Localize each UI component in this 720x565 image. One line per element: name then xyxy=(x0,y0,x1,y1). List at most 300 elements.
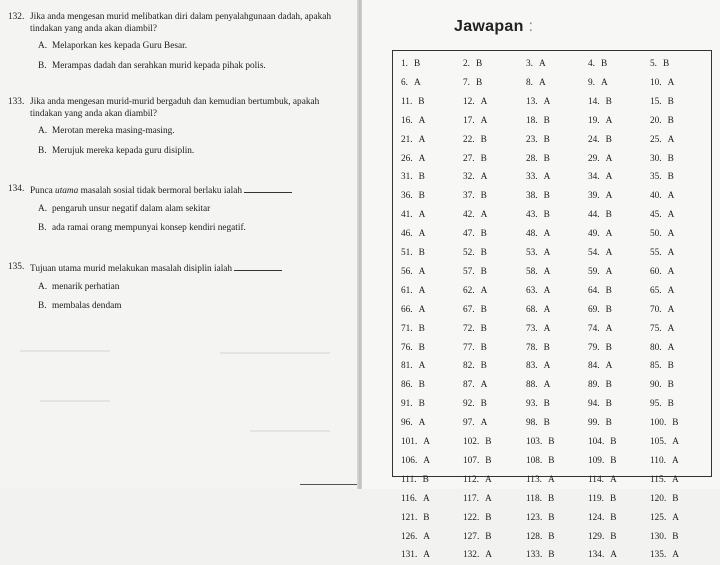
answer-letter: B xyxy=(610,512,617,523)
question-stem: Jika anda mengesan murid melibatkan diri dalam penyalahgunaan dadah, apakah tindakan yang anda akan diambil? xyxy=(30,12,332,34)
answer-cell xyxy=(588,244,612,263)
answer-number: 122. xyxy=(463,512,480,523)
answer-letter: B xyxy=(672,493,679,504)
answer-cell xyxy=(650,112,674,131)
answer-cell xyxy=(588,263,612,282)
answer-key-table xyxy=(392,50,712,561)
answer-cell xyxy=(526,320,550,339)
answer-row xyxy=(393,546,711,565)
answer-cell xyxy=(526,301,550,320)
answer-number: 93. xyxy=(526,399,538,410)
answer-cell xyxy=(526,206,550,225)
question-stem: Jika anda mengesan murid-murid bergaduh dan kemudian bertumbuk, apakah tindakan yang anda akan diambil? xyxy=(30,97,320,119)
option-letter: A. xyxy=(38,281,48,292)
answer-cell xyxy=(588,433,616,452)
answer-number: 131. xyxy=(401,550,418,561)
answer-letter: B xyxy=(605,210,612,221)
stem-text-before: Punca xyxy=(30,186,56,196)
answer-number: 112. xyxy=(463,474,479,485)
answer-letter: B xyxy=(672,418,679,429)
answer-number: 78. xyxy=(526,342,538,353)
answer-cell xyxy=(650,433,679,452)
answer-letter: A xyxy=(672,550,679,561)
answer-number: 88. xyxy=(526,380,538,391)
answer-row xyxy=(393,55,711,74)
answer-number: 95. xyxy=(650,399,662,410)
answer-cell xyxy=(463,150,487,169)
answer-letter: B xyxy=(475,77,483,88)
answer-letter: B xyxy=(667,153,674,164)
answer-cell xyxy=(526,528,554,547)
answer-letter: B xyxy=(605,285,612,296)
answer-cell xyxy=(401,206,425,225)
answer-cell xyxy=(526,187,550,206)
answer-number: 26. xyxy=(401,153,413,164)
answer-number: 30. xyxy=(650,153,662,164)
answer-cell xyxy=(650,131,674,150)
answer-cell xyxy=(401,150,425,169)
answer-number: 52. xyxy=(463,248,475,258)
answer-row xyxy=(393,112,711,131)
answer-letter: A xyxy=(610,550,617,561)
answer-number: 56. xyxy=(401,266,413,277)
answer-cell xyxy=(588,55,607,74)
answer-cell xyxy=(526,93,550,112)
answer-letter: A xyxy=(543,248,551,258)
option-letter: B. xyxy=(38,223,47,233)
answer-number: 59. xyxy=(588,266,600,277)
answer-number: 103. xyxy=(526,437,543,447)
answer-number: 118. xyxy=(526,493,542,504)
answer-cell xyxy=(463,74,482,93)
answer-number: 135. xyxy=(650,550,667,561)
answer-number: 132. xyxy=(463,550,480,561)
bleed-through-mark xyxy=(220,352,330,354)
answer-cell xyxy=(463,320,487,339)
answer-number: 8. xyxy=(526,77,533,88)
answer-number: 89. xyxy=(588,380,600,391)
answer-number: 72. xyxy=(463,323,475,334)
question-133 xyxy=(8,97,343,157)
answer-letter: A xyxy=(538,59,546,69)
answer-number: 98. xyxy=(526,418,538,429)
answer-letter: A xyxy=(667,285,675,296)
answer-letter: A xyxy=(605,172,613,183)
answer-cell xyxy=(401,320,425,339)
answer-number: 12. xyxy=(463,96,475,107)
answer-letter: A xyxy=(605,323,613,334)
answer-number: 16. xyxy=(401,115,413,126)
question-stem xyxy=(30,184,343,198)
answer-cell xyxy=(463,225,487,244)
answer-cell xyxy=(526,55,546,74)
answer-row xyxy=(393,490,711,509)
answer-letter: A xyxy=(672,512,679,523)
answer-cell xyxy=(650,376,674,395)
answer-number: 60. xyxy=(650,266,662,277)
answer-number: 38. xyxy=(526,191,538,202)
answer-cell xyxy=(401,112,425,131)
answer-number: 55. xyxy=(650,248,662,258)
answers-title-colon: : xyxy=(528,18,534,35)
answer-number: 128. xyxy=(526,531,543,542)
answer-cell xyxy=(526,471,555,490)
bleed-through-mark xyxy=(250,430,330,432)
answer-cell xyxy=(463,206,487,225)
answers-title xyxy=(454,18,533,36)
answer-number: 92. xyxy=(463,399,475,410)
answer-letter: A xyxy=(480,285,488,296)
answer-letter: B xyxy=(418,323,425,334)
answer-number: 116. xyxy=(401,493,417,504)
option-text: Merampas dadah dan serahkan murid kepada pihak polis. xyxy=(52,60,266,71)
answer-number: 120. xyxy=(650,493,667,504)
answer-number: 5. xyxy=(650,59,657,69)
page-rule xyxy=(300,484,358,485)
answer-number: 43. xyxy=(526,210,538,221)
answer-row xyxy=(393,282,711,301)
question-135 xyxy=(8,262,343,313)
option-a xyxy=(38,282,343,294)
answer-cell xyxy=(650,301,674,320)
answer-cell xyxy=(401,282,425,301)
answer-letter: A xyxy=(543,380,551,391)
answer-cell xyxy=(588,74,608,93)
answer-number: 63. xyxy=(526,285,538,296)
answer-number: 66. xyxy=(401,304,413,315)
answer-letter: B xyxy=(548,550,555,561)
answer-cell xyxy=(463,414,487,433)
option-text: Merotan mereka masing-masing. xyxy=(52,126,175,136)
answer-letter: A xyxy=(418,134,426,145)
answer-letter: A xyxy=(480,172,488,183)
answer-cell xyxy=(650,206,674,225)
answer-cell xyxy=(650,509,679,528)
answer-cell xyxy=(526,150,550,169)
answer-number: 123. xyxy=(526,512,543,523)
answer-cell xyxy=(463,187,487,206)
answer-cell xyxy=(401,357,425,376)
answer-cell xyxy=(401,301,425,320)
answer-cell xyxy=(526,433,554,452)
answer-letter: A xyxy=(480,96,488,107)
answer-number: 31. xyxy=(401,172,413,183)
answer-letter: B xyxy=(418,96,425,107)
answer-letter: A xyxy=(418,304,426,315)
answer-letter: A xyxy=(418,229,426,240)
answer-row xyxy=(393,263,711,282)
answer-number: 35. xyxy=(650,172,662,183)
answer-letter: A xyxy=(605,266,613,277)
answer-letter: B xyxy=(667,399,674,410)
answer-letter: A xyxy=(543,361,551,372)
answer-row xyxy=(393,357,711,376)
answer-letter: B xyxy=(480,134,487,145)
answer-letter: B xyxy=(610,531,617,542)
option-b xyxy=(38,301,343,313)
answer-page xyxy=(362,0,720,561)
answer-number: 94. xyxy=(588,399,600,410)
answer-cell xyxy=(588,282,612,301)
answer-number: 51. xyxy=(401,248,413,258)
answer-letter: A xyxy=(609,474,617,485)
answer-letter: B xyxy=(610,455,617,466)
answer-letter: A xyxy=(667,77,675,88)
answer-cell xyxy=(650,546,679,565)
answer-cell xyxy=(463,490,492,509)
answer-number: 67. xyxy=(463,304,475,315)
answer-number: 64. xyxy=(588,285,600,296)
answer-letter: B xyxy=(605,96,612,107)
answer-letter: B xyxy=(667,115,674,126)
answer-letter: B xyxy=(605,304,612,315)
answer-cell xyxy=(650,187,674,206)
answer-letter: A xyxy=(605,115,613,126)
answer-cell xyxy=(526,74,546,93)
answer-number: 129. xyxy=(588,531,605,542)
answer-cell xyxy=(401,55,420,74)
answer-letter: A xyxy=(423,550,430,561)
answer-cell xyxy=(401,244,425,263)
answer-letter: A xyxy=(667,229,675,240)
answer-letter: A xyxy=(484,474,492,485)
answer-cell xyxy=(650,282,674,301)
answer-number: 87. xyxy=(463,380,475,391)
answer-cell xyxy=(463,376,487,395)
answer-number: 36. xyxy=(401,191,413,202)
answer-letter: B xyxy=(423,512,430,523)
bleed-through-mark xyxy=(20,350,110,352)
answer-row xyxy=(393,225,711,244)
answer-letter: A xyxy=(422,493,430,504)
answer-letter: A xyxy=(418,266,426,277)
answer-cell xyxy=(401,414,425,433)
answer-number: 83. xyxy=(526,361,538,372)
answer-letter: B xyxy=(547,493,555,504)
answer-cell xyxy=(401,528,430,547)
question-number: 133. xyxy=(8,97,25,107)
answer-number: 53. xyxy=(526,248,538,258)
answer-number: 54. xyxy=(588,248,600,258)
option-letter: B. xyxy=(38,145,47,156)
answer-cell xyxy=(401,433,430,452)
answer-row xyxy=(393,433,711,452)
answer-letter: B xyxy=(480,323,487,334)
answer-letter: B xyxy=(480,266,487,277)
answer-cell xyxy=(463,357,487,376)
answer-cell xyxy=(463,339,487,358)
answer-cell xyxy=(401,131,425,150)
answer-letter: B xyxy=(667,172,674,183)
answer-cell xyxy=(650,339,674,358)
answer-number: 1. xyxy=(401,59,408,69)
answer-letter: A xyxy=(485,550,492,561)
answer-cell xyxy=(401,93,424,112)
answer-letter: B xyxy=(543,115,550,126)
answer-number: 99. xyxy=(588,418,600,429)
option-text: menarik perhatian xyxy=(52,281,120,292)
answer-letter: B xyxy=(672,531,679,542)
answer-letter: B xyxy=(485,512,492,523)
answer-row xyxy=(393,376,711,395)
answer-letter: B xyxy=(418,342,425,353)
question-number: 135. xyxy=(8,262,25,272)
answer-number: 104. xyxy=(588,437,605,447)
answer-cell xyxy=(526,414,550,433)
answer-number: 74. xyxy=(588,323,600,334)
answer-row xyxy=(393,339,711,358)
answer-cell xyxy=(650,74,674,93)
answer-letter: B xyxy=(548,437,555,447)
answer-letter: A xyxy=(543,96,551,107)
answer-letter: A xyxy=(543,285,551,296)
answer-cell xyxy=(650,452,679,471)
answer-number: 82. xyxy=(463,361,475,372)
answer-cell xyxy=(650,168,674,187)
answer-number: 90. xyxy=(650,380,662,391)
answer-number: 91. xyxy=(401,399,413,410)
answer-letter: A xyxy=(480,115,488,126)
question-page xyxy=(0,0,360,489)
answer-cell xyxy=(588,131,612,150)
answer-letter: A xyxy=(543,304,551,315)
answer-cell xyxy=(588,206,612,225)
answer-letter: A xyxy=(423,531,430,542)
answer-letter: B xyxy=(605,134,612,145)
answer-letter: A xyxy=(480,210,488,221)
answer-number: 70. xyxy=(650,304,662,315)
answer-row xyxy=(393,150,711,169)
answer-cell xyxy=(526,376,550,395)
answer-cell xyxy=(650,528,678,547)
answer-row xyxy=(393,414,711,433)
answer-number: 44. xyxy=(588,210,600,221)
answer-cell xyxy=(526,490,554,509)
option-letter: A. xyxy=(38,41,48,51)
answer-cell xyxy=(588,112,612,131)
answer-number: 77. xyxy=(463,342,475,353)
answer-letter: B xyxy=(480,229,487,240)
answer-number: 85. xyxy=(650,361,662,372)
answer-cell xyxy=(650,490,678,509)
answer-number: 11. xyxy=(401,96,413,107)
answer-number: 105. xyxy=(650,437,667,447)
answer-letter: B xyxy=(543,210,550,221)
answer-number: 27. xyxy=(463,153,475,164)
question-stem xyxy=(30,262,343,276)
answer-number: 50. xyxy=(650,229,662,240)
answer-number: 14. xyxy=(588,96,600,107)
answer-cell xyxy=(588,490,616,509)
answer-number: 114. xyxy=(588,474,604,485)
answer-number: 19. xyxy=(588,115,600,126)
answer-cell xyxy=(526,263,550,282)
answer-letter: A xyxy=(667,342,675,353)
answer-cell xyxy=(588,225,612,244)
answer-number: 127. xyxy=(463,531,480,542)
answer-letter: A xyxy=(423,455,430,466)
answer-number: 111. xyxy=(401,474,417,485)
answer-cell xyxy=(588,376,612,395)
option-text: Melaporkan kes kepada Guru Besar. xyxy=(52,41,188,51)
answer-letter: B xyxy=(548,455,555,466)
answer-cell xyxy=(588,339,612,358)
answer-cell xyxy=(401,452,430,471)
answer-number: 79. xyxy=(588,342,600,353)
answer-letter: A xyxy=(667,134,675,145)
answer-row xyxy=(393,452,711,471)
answer-cell xyxy=(588,509,616,528)
stem-text-after: masalah sosial tidak bermoral berlaku ialah xyxy=(78,186,242,196)
question-134 xyxy=(8,184,343,235)
answer-letter: B xyxy=(418,172,425,183)
answer-number: 71. xyxy=(401,323,413,334)
answer-number: 76. xyxy=(401,342,413,353)
answer-cell xyxy=(463,395,487,414)
question-number: 132. xyxy=(8,12,25,22)
answer-letter: A xyxy=(600,77,608,88)
answer-number: 58. xyxy=(526,266,538,277)
answer-cell xyxy=(463,452,491,471)
option-letter: B. xyxy=(38,60,47,71)
answer-row xyxy=(393,395,711,414)
answer-cell xyxy=(401,263,425,282)
answer-number: 32. xyxy=(463,172,475,183)
answer-cell xyxy=(650,320,674,339)
answer-letter: A xyxy=(484,493,492,504)
answer-letter: B xyxy=(485,531,492,542)
answer-cell xyxy=(463,93,487,112)
answer-cell xyxy=(463,55,482,74)
answer-letter: B xyxy=(600,59,608,69)
option-text: ada ramai orang mempunyai konsep kendiri negatif. xyxy=(52,223,246,233)
answer-letter: A xyxy=(667,191,675,202)
answer-letter: B xyxy=(609,493,617,504)
answer-letter: A xyxy=(667,266,675,277)
answer-letter: B xyxy=(480,191,487,202)
answer-letter: B xyxy=(475,59,483,69)
answer-cell xyxy=(463,546,492,565)
answer-letter: A xyxy=(667,210,675,221)
answer-number: 65. xyxy=(650,285,662,296)
answer-letter: A xyxy=(667,323,675,334)
answer-cell xyxy=(526,452,554,471)
answer-letter: B xyxy=(548,512,555,523)
answer-letter: B xyxy=(480,361,487,372)
answer-letter: A xyxy=(418,210,426,221)
answer-cell xyxy=(588,452,616,471)
answer-number: 17. xyxy=(463,115,475,126)
answer-number: 45. xyxy=(650,210,662,221)
stem-text: Tujuan utama murid melakukan masalah disiplin ialah xyxy=(30,264,233,274)
answer-cell xyxy=(463,471,492,490)
answer-number: 4. xyxy=(588,59,595,69)
answer-letter: B xyxy=(418,399,425,410)
answer-letter: A xyxy=(413,77,421,88)
answer-letter: A xyxy=(672,437,679,447)
answer-cell xyxy=(588,187,612,206)
answer-row xyxy=(393,509,711,528)
answer-cell xyxy=(650,93,674,112)
question-number: 134. xyxy=(8,184,25,194)
answer-letter: B xyxy=(543,134,550,145)
answer-number: 126. xyxy=(401,531,418,542)
answer-cell xyxy=(650,225,674,244)
option-b xyxy=(38,146,343,158)
answer-letter: B xyxy=(418,380,425,391)
answer-cell xyxy=(401,490,430,509)
answer-letter: B xyxy=(543,153,550,164)
